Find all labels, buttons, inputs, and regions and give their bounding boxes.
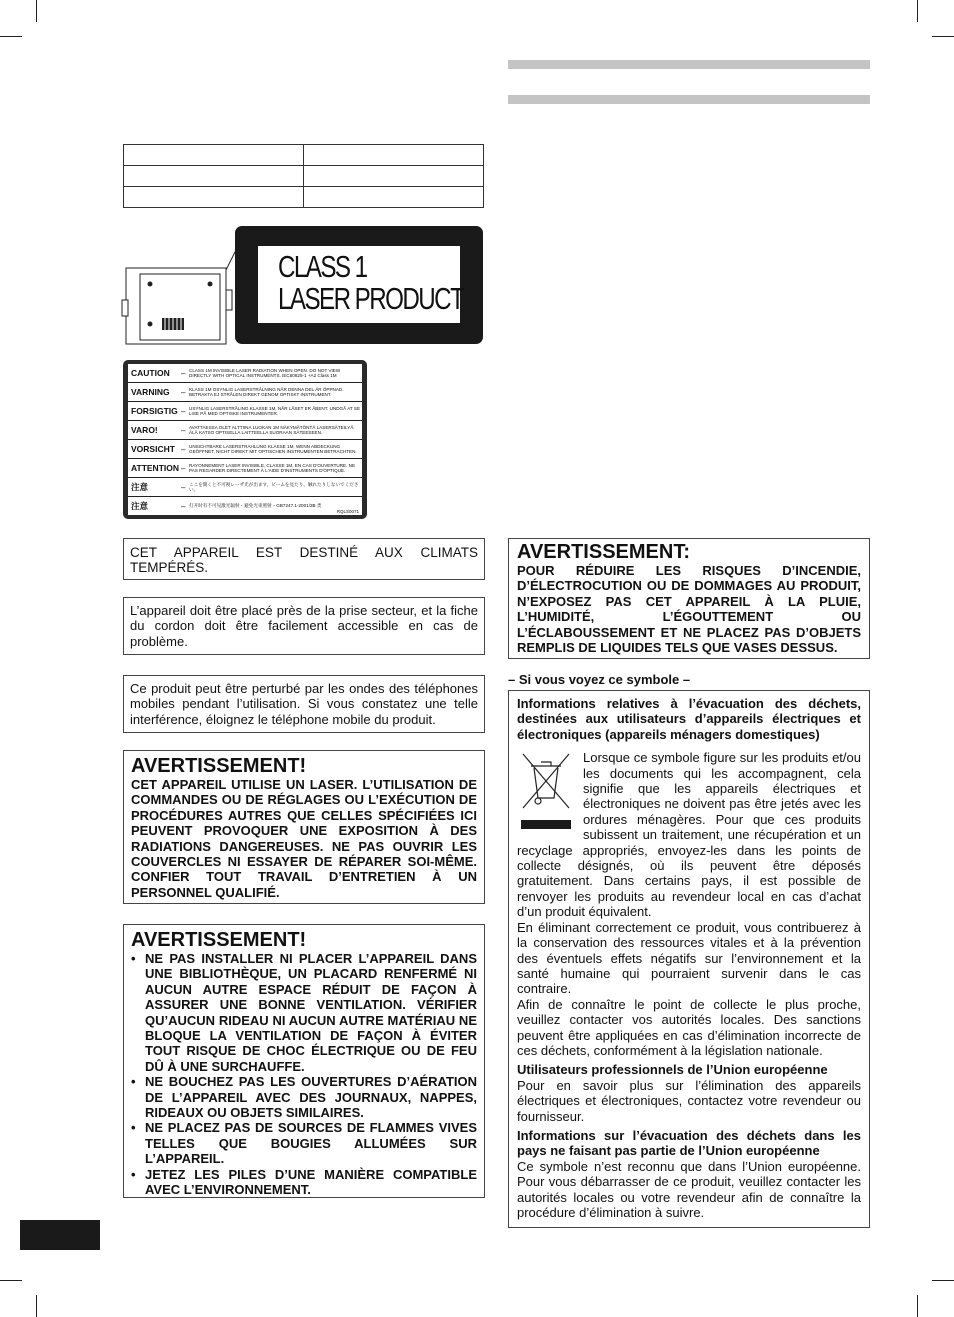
install-warning-bullet: • NE PLACEZ PAS DE SOURCES DE FLAMMES VIVES TELLES QUE BOUGIES ALLUMÉES SUR L’APPAREIL. — [131, 1120, 477, 1167]
symbol-heading: – Si vous voyez ce symbole – — [508, 672, 691, 687]
caution-row: 注意 – ここを開くと不可視レーザ光が出ます。ビームを見たり、触れたりしないでください。 — [128, 478, 362, 497]
disposal-heading: Informations relatives à l’évacuation des déchets, destinées aux utilisateurs d’appareils électriques et électroniques (appareils ménagers domestiques) — [517, 696, 861, 742]
disposal-paragraph-3: Afin de connaître le point de collecte le plus proche, veuillez contacter vos autorités locales. Des sanctions peuvent être appliquées en cas d’élimination incorrecte de ces déchets, conformément à la législation nationale. — [517, 996, 861, 1058]
table-cell — [124, 166, 304, 187]
caution-word: 注意 — [131, 482, 149, 492]
crop-mark — [932, 1280, 954, 1281]
spec-table — [123, 144, 484, 208]
mobile-notice — [123, 675, 485, 733]
install-warning-box — [123, 924, 485, 1198]
crop-mark — [36, 1295, 37, 1317]
install-warning-bullet: • NE BOUCHEZ PAS LES OUVERTURES D’AÉRATION DE L’APPAREIL AVEC DES JOURNAUX, NAPPES, RIDEAUX OU OBJETS SIMILAIRES. — [131, 1074, 477, 1121]
climate-text: CET APPAREIL EST DESTINÉ AUX CLIMATS TEMPÉRÉS. — [130, 545, 478, 575]
laser-warning-text: CET APPAREIL UTILISE UN LASER. L’UTILISATION DE COMMANDES OU DE RÉGLAGES OU L’EXÉCUTION DE PROCÉDURES AUTRES QUE CELLES SPÉCIFIÉES ICI PEUVENT PROVOQUER UNE EXPOSITION À DES RADIATIONS DANGEREUSES. NE PAS OUVRIR LES COUVERCLES NI ESSAYER DE RÉPARER SOI-MÊME. CONFIER TOUT TRAVAIL D’ENTRETIEN À UN PERSONNEL QUALIFIÉ. — [131, 777, 477, 900]
disposal-box — [508, 690, 870, 1228]
laser-class-line2: LASER PRODUCT — [278, 281, 464, 316]
laser-warning-title: AVERTISSEMENT! — [131, 755, 307, 777]
mobile-text: Ce produit peut être perturbé par les ondes des téléphones mobiles pendant l’utilisation. Si vous constatez une telle interférence, éloignez le téléphone mobile du produit. — [130, 681, 478, 727]
crop-mark — [932, 36, 954, 37]
caution-word: 注意 — [131, 501, 149, 511]
bullet-text: NE BOUCHEZ PAS LES OUVERTURES D’AÉRATION DE L’APPAREIL AVEC DES JOURNAUX, NAPPES, RIDEAUX OU OBJETS SIMILAIRES. — [145, 1074, 477, 1121]
disposal-paragraph-2: En éliminant correctement ce produit, vous contribuerez à la conservation des ressources vitales et à la prévention des éventuels effets négatifs sur l’environnement et la santé humaine qui pourraient survenir dans le cas contraire. — [517, 919, 861, 997]
socket-text: L’appareil doit être placé près de la prise secteur, et la fiche du cordon doit être facilement accessible en cas de problème. — [130, 603, 478, 649]
fire-warning-box — [508, 538, 870, 659]
non-eu-heading: Informations sur l’évacuation des déchets dans les pays ne faisant pas partie de l’Union européenne — [517, 1127, 861, 1159]
caution-text: RAYONNEMENT LASER INVISIBLE, CLASSE 1M, EN CAS D'OUVERTURE. NE PAS REGARDER DIRECTEMENT À L'AIDE D'INSTRUMENTS D'OPTIQUE. — [189, 462, 356, 473]
laser-warning-box — [123, 750, 485, 904]
install-warning-bullet: • JETEZ LES PILES D’UNE MANIÈRE COMPATIBLE AVEC L’ENVIRONNEMENT. — [131, 1166, 477, 1198]
table-cell — [124, 187, 304, 208]
page-tab — [20, 1220, 100, 1250]
laser-class-line1: CLASS 1 — [278, 249, 367, 284]
fire-warning-text: POUR RÉDUIRE LES RISQUES D’INCENDIE, D’ÉLECTROCUTION OU DE DOMMAGES AU PRODUIT, N’EXPOSEZ PAS CET APPAREIL À LA PLUIE, L’HUMIDITÉ, L’ÉGOUTTEMENT OU L’ÉCLABOUSSEMENT ET NE PLACEZ PAS D’OBJETS REMPLIS DE LIQUIDES TELS QUE VASES DESSUS. — [517, 563, 861, 656]
caution-word: VARNING — [131, 387, 170, 397]
caution-text: ここを開くと不可視レーザ光が出ます。ビームを見たり、触れたりしないでください。 — [189, 481, 359, 492]
device-illustration — [118, 240, 238, 350]
table-cell — [304, 145, 484, 166]
table-cell — [304, 187, 484, 208]
crop-mark — [36, 0, 37, 22]
bullet-text: NE PLACEZ PAS DE SOURCES DE FLAMMES VIVES TELLES QUE BOUGIES ALLUMÉES SUR L’APPAREIL. — [145, 1120, 477, 1167]
install-warning-title: AVERTISSEMENT! — [131, 929, 307, 951]
wheelie-bin-symbol — [517, 750, 575, 834]
caution-word: CAUTION — [131, 368, 170, 378]
caution-code: RQLS0071 — [336, 509, 359, 514]
caution-text: AVATTAESSA OLET ALTTIINA LUOKAN 1M NÄKYMÄTÖNTÄ LASERSÄTEILYÄ. ÄLÄ KATSO OPTISELLA LAITTEELLA SUORAAN SÄTEESEEN. — [189, 424, 355, 435]
crop-mark — [917, 1295, 918, 1317]
caution-row: CAUTION – CLASS 1M INVISIBLE LASER RADIATION WHEN OPEN. DO NOT VIEW DIRECTLY WITH OPTICAL INSTRUMENTS. IEC60825-1 +A2 Class 1M — [128, 364, 362, 383]
crop-mark — [0, 1280, 22, 1281]
caution-text: USYNLIG LASERSTRÅLING KLASSE 1M, NÅR LÅSET ER ÅBENT. UNDGÅ AT SE LISE PÅ MED OPTISKE INSTRUMENTER. — [189, 405, 361, 416]
caution-row: 注意 – 打开时有不可见激光辐射・避免光束照射・GB7247.1-2001/3B 类 — [128, 497, 362, 515]
caution-text: UNSICHTBARE LASERSTRAHLUNG KLASSE 1M, WENN ABDECKUNG GEÖFFNET, NICHT DIREKT MIT OPTISCHEN INSTRUMENTEN BETRACHTEN. — [189, 443, 357, 454]
disposal-body — [517, 750, 861, 919]
caution-label — [123, 360, 367, 519]
bullet-text: NE PAS INSTALLER NI PLACER L’APPAREIL DANS UNE BIBLIOTHÈQUE, UN PLACARD RENFERMÉ NI AUCUN AUTRE ESPACE RÉDUIT DE FAÇON À ASSURER UNE BONNE VENTILATION. VÉRIFIER QU’AUCUN RIDEAU NI AUCUN AUTRE MATÉRIAU NE BLOQUE LA VENTILATION DE FAÇON À ÉVITER TOUT RISQUE DE CHOC ÉLECTRIQUE OU DE FEU DÛ À UNE SURCHAUFFE. — [145, 951, 477, 1074]
caution-row: FORSIGTIG – USYNLIG LASERSTRÅLING KLASSE 1M, NÅR LÅSET ER ÅBENT. UNDGÅ AT SE LISE PÅ MED OPTISKE INSTRUMENTER. — [128, 402, 362, 421]
caution-word: VORSICHT — [131, 444, 175, 454]
caution-text: CLASS 1M INVISIBLE LASER RADIATION WHEN OPEN. DO NOT VIEW DIRECTLY WITH OPTICAL INSTRUMENTS. IEC60825-1 +A2 Class 1M — [189, 367, 341, 378]
caution-row: VARO! – AVATTAESSA OLET ALTTIINA LUOKAN 1M NÄKYMÄTÖNTÄ LASERSÄTEILYÄ. ÄLÄ KATSO OPTISELLA LAITTEELLA SUORAAN SÄTEESEEN. — [128, 421, 362, 440]
caution-word: FORSIGTIG — [131, 406, 178, 416]
caution-word: ATTENTION — [131, 463, 180, 473]
caution-word: VARO! — [131, 425, 158, 435]
non-eu-text: Ce symbole n’est reconnu que dans l’Union européenne. Pour vous débarrasser de ce produit, veuillez contacter les autorités locales ou votre revendeur afin de connaître la procédure d’élimination à suivre. — [517, 1158, 861, 1220]
pro-users-heading: Utilisateurs professionnels de l’Union européenne — [517, 1062, 828, 1078]
pro-users-text: Pour en savoir plus sur l’élimination des appareils électriques et électroniques, contactez votre revendeur ou fournisseur. — [517, 1077, 861, 1124]
bullet-text: JETEZ LES PILES D’UNE MANIÈRE COMPATIBLE AVEC L’ENVIRONNEMENT. — [145, 1166, 477, 1198]
socket-notice — [123, 597, 485, 655]
caution-text: 打开时有不可见激光辐射・避免光束照射・GB7247.1-2001/3B 类 — [189, 503, 322, 509]
table-cell — [124, 145, 304, 166]
crop-mark — [0, 36, 22, 37]
caution-row: VARNING – KLASS 1M OSYNLIG LASERSTRÅLNING NÄR DENNA DEL ÄR ÖPPNAD. BETRAKTA EJ STRÅLEN DIREKT GENOM OPTISKT INSTRUMENT. — [128, 383, 362, 402]
fire-warning-title: AVERTISSEMENT: — [517, 541, 690, 563]
header-bar — [508, 95, 870, 104]
caution-text: KLASS 1M OSYNLIG LASERSTRÅLNING NÄR DENNA DEL ÄR ÖPPNAD. BETRAKTA EJ STRÅLEN DIREKT GENOM OPTISKT INSTRUMENT. — [189, 386, 344, 397]
climate-notice — [123, 538, 485, 580]
crop-mark — [917, 0, 918, 22]
install-warning-bullet: • NE PAS INSTALLER NI PLACER L’APPAREIL DANS UNE BIBLIOTHÈQUE, UN PLACARD RENFERMÉ NI AUCUN AUTRE ESPACE RÉDUIT DE FAÇON À ASSURER UNE BONNE VENTILATION. VÉRIFIER QU’AUCUN RIDEAU NI AUCUN AUTRE MATÉRIAU NE BLOQUE LA VENTILATION DE FAÇON À ÉVITER TOUT RISQUE DE CHOC ÉLECTRIQUE OU DE FEU DÛ À UNE SURCHAUFFE. — [131, 951, 477, 1074]
disposal-paragraph-1: Lorsque ce symbole figure sur les produits et/ou les documents qui les accompagnent, cela signifie que les appareils électriques et électroniques ne doivent pas être jetés avec les ordures ménagères. Pour que ces produits subissent un traitement, une récupération et un recyclage appropriés, envoyez-les dans les points de collecte désignés, où ils peuvent être déposés gratuitement. Dans certains pays, il est possible de renvoyer les produits au revendeur local en cas d’achat d’un produit équivalent. — [517, 750, 861, 920]
caution-row: ATTENTION – RAYONNEMENT LASER INVISIBLE, CLASSE 1M, EN CAS D'OUVERTURE. NE PAS REGARDER DIRECTEMENT À L'AIDE D'INSTRUMENTS D'OPTIQUE. — [128, 459, 362, 478]
crossed-bin-icon — [517, 750, 575, 812]
laser-class-label — [235, 226, 483, 344]
table-cell — [304, 166, 484, 187]
caution-row: VORSICHT – UNSICHTBARE LASERSTRAHLUNG KLASSE 1M, WENN ABDECKUNG GEÖFFNET, NICHT DIREKT MIT OPTISCHEN INSTRUMENTEN BETRACHTEN. — [128, 440, 362, 459]
header-bar — [508, 60, 870, 69]
